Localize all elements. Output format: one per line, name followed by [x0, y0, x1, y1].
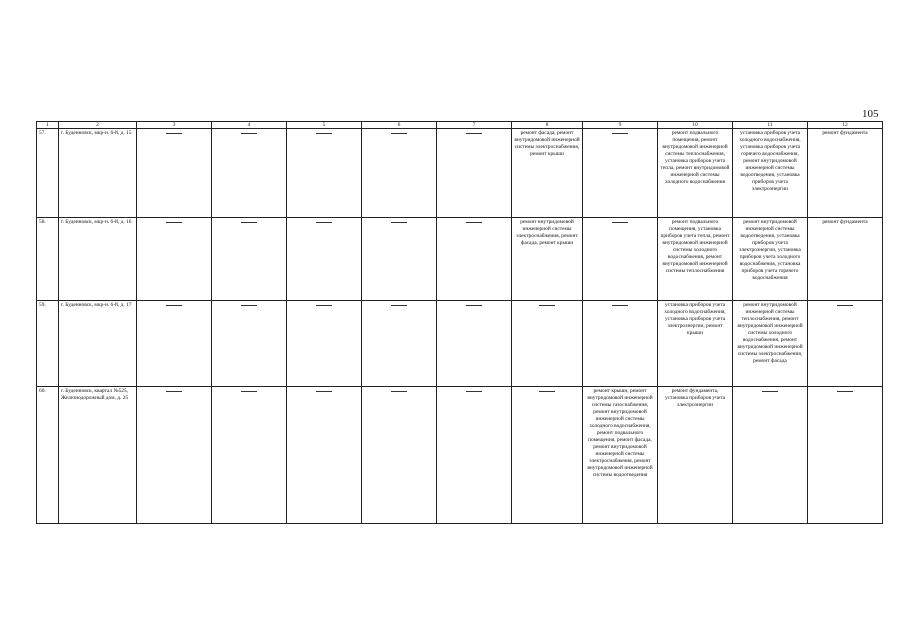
empty-cell-dash	[362, 301, 437, 387]
row-number: 58.	[37, 218, 59, 301]
row-address: г. Буденновск, мкр-н. 6-й, д. 15	[59, 129, 137, 218]
row-number: 57.	[37, 129, 59, 218]
work-cell: ремонт фасада, ремонт внутридомовой инженерной системы электроснабжения, ремонт крыши	[512, 129, 583, 218]
empty-cell-dash	[583, 301, 658, 387]
work-cell: установка приборов учета холодного водоснабжения, установка приборов учета горячего водоснабжения, ремонт внутридомовой инженерной системы водоотведения, установка приборов учета электроэнергии	[733, 129, 808, 218]
row-address: г. Буденновск, мкр-н. 6-й, д. 17	[59, 301, 137, 387]
empty-cell-dash	[437, 129, 512, 218]
empty-cell-dash	[137, 387, 212, 524]
empty-cell-dash	[287, 218, 362, 301]
empty-cell-dash	[362, 387, 437, 524]
header-cell: 8	[512, 122, 583, 129]
empty-cell-dash	[437, 301, 512, 387]
header-cell: 1	[37, 122, 59, 129]
empty-cell-dash	[287, 129, 362, 218]
work-cell: ремонт внутридомовой инженерной системы теплоснабжения, ремонт внутридомовой инженерной системы холодного водоснабжения, ремонт внутридомовой инженерной системы электроснабжения, ремонт фасада	[733, 301, 808, 387]
row-number: 59.	[37, 301, 59, 387]
work-cell: установка приборов учета холодного водоснабжения, установка приборов учета электроэнергии, ремонт крыши	[658, 301, 733, 387]
empty-cell-dash	[287, 301, 362, 387]
work-cell: ремонт фундамента	[808, 218, 883, 301]
header-cell: 2	[59, 122, 137, 129]
header-cell: 9	[583, 122, 658, 129]
work-cell: ремонт фундамента	[808, 129, 883, 218]
table-row	[37, 218, 883, 301]
empty-cell-dash	[437, 387, 512, 524]
header-cell: 6	[362, 122, 437, 129]
table-row	[37, 129, 883, 218]
header-row	[37, 122, 883, 129]
work-cell: ремонт внутридомовой инженерной системы электроснабжения, ремонт фасада, ремонт крыши	[512, 218, 583, 301]
work-cell: ремонт фундамента, установка приборов учета электроэнергии	[658, 387, 733, 524]
header-cell: 11	[733, 122, 808, 129]
header-cell: 12	[808, 122, 883, 129]
header-cell: 7	[437, 122, 512, 129]
work-cell: ремонт подвального помещения, установка приборов учета тепла, ремонт внутридомовой инженерной системы холодного водоснабжения, ремонт внутридомовой инженерной системы теплоснабжения	[658, 218, 733, 301]
row-address: г. Буденновск, квартал №525, Железнодорожный дом, д. 25	[59, 387, 137, 524]
empty-cell-dash	[583, 218, 658, 301]
work-cell: ремонт подвального помещения, ремонт внутридомовой инженерной системы теплоснабжения, установка приборов учета тепла, ремонт внутридомовой инженерной системы холодного водоснабжения	[658, 129, 733, 218]
empty-cell-dash	[808, 301, 883, 387]
work-cell: ремонт крыши, ремонт внутридомовой инженерной системы газоснабжения, ремонт внутридомовой инженерной системы холодного водоснабжения, ремонт подвального помещения, ремонт фасада, ремонт внутридомовой инженерной системы электроснабжения, ремонт внутридомовой инженерной системы водоотведения	[583, 387, 658, 524]
table-row	[37, 301, 883, 387]
header-cell: 10	[658, 122, 733, 129]
row-number: 60.	[37, 387, 59, 524]
empty-cell-dash	[287, 387, 362, 524]
empty-cell-dash	[212, 218, 287, 301]
empty-cell-dash	[583, 129, 658, 218]
empty-cell-dash	[733, 387, 808, 524]
header-cell: 3	[137, 122, 212, 129]
empty-cell-dash	[137, 301, 212, 387]
empty-cell-dash	[512, 301, 583, 387]
empty-cell-dash	[212, 301, 287, 387]
empty-cell-dash	[362, 129, 437, 218]
header-cell: 4	[212, 122, 287, 129]
empty-cell-dash	[212, 387, 287, 524]
table-row	[37, 387, 883, 524]
empty-cell-dash	[137, 129, 212, 218]
empty-cell-dash	[137, 218, 212, 301]
empty-cell-dash	[512, 387, 583, 524]
empty-cell-dash	[808, 387, 883, 524]
header-cell: 5	[287, 122, 362, 129]
empty-cell-dash	[437, 218, 512, 301]
empty-cell-dash	[362, 218, 437, 301]
row-address: г. Буденновск, мкр-н. 6-й, д. 16	[59, 218, 137, 301]
repair-schedule-table	[36, 121, 883, 524]
page-number: 105	[862, 108, 879, 120]
empty-cell-dash	[212, 129, 287, 218]
work-cell: ремонт внутридомовой инженерной системы водоотведения, установка приборов учета электроэнергии, установка приборов учета холодного водоснабжения, установка приборов учета горячего водоснабжения	[733, 218, 808, 301]
